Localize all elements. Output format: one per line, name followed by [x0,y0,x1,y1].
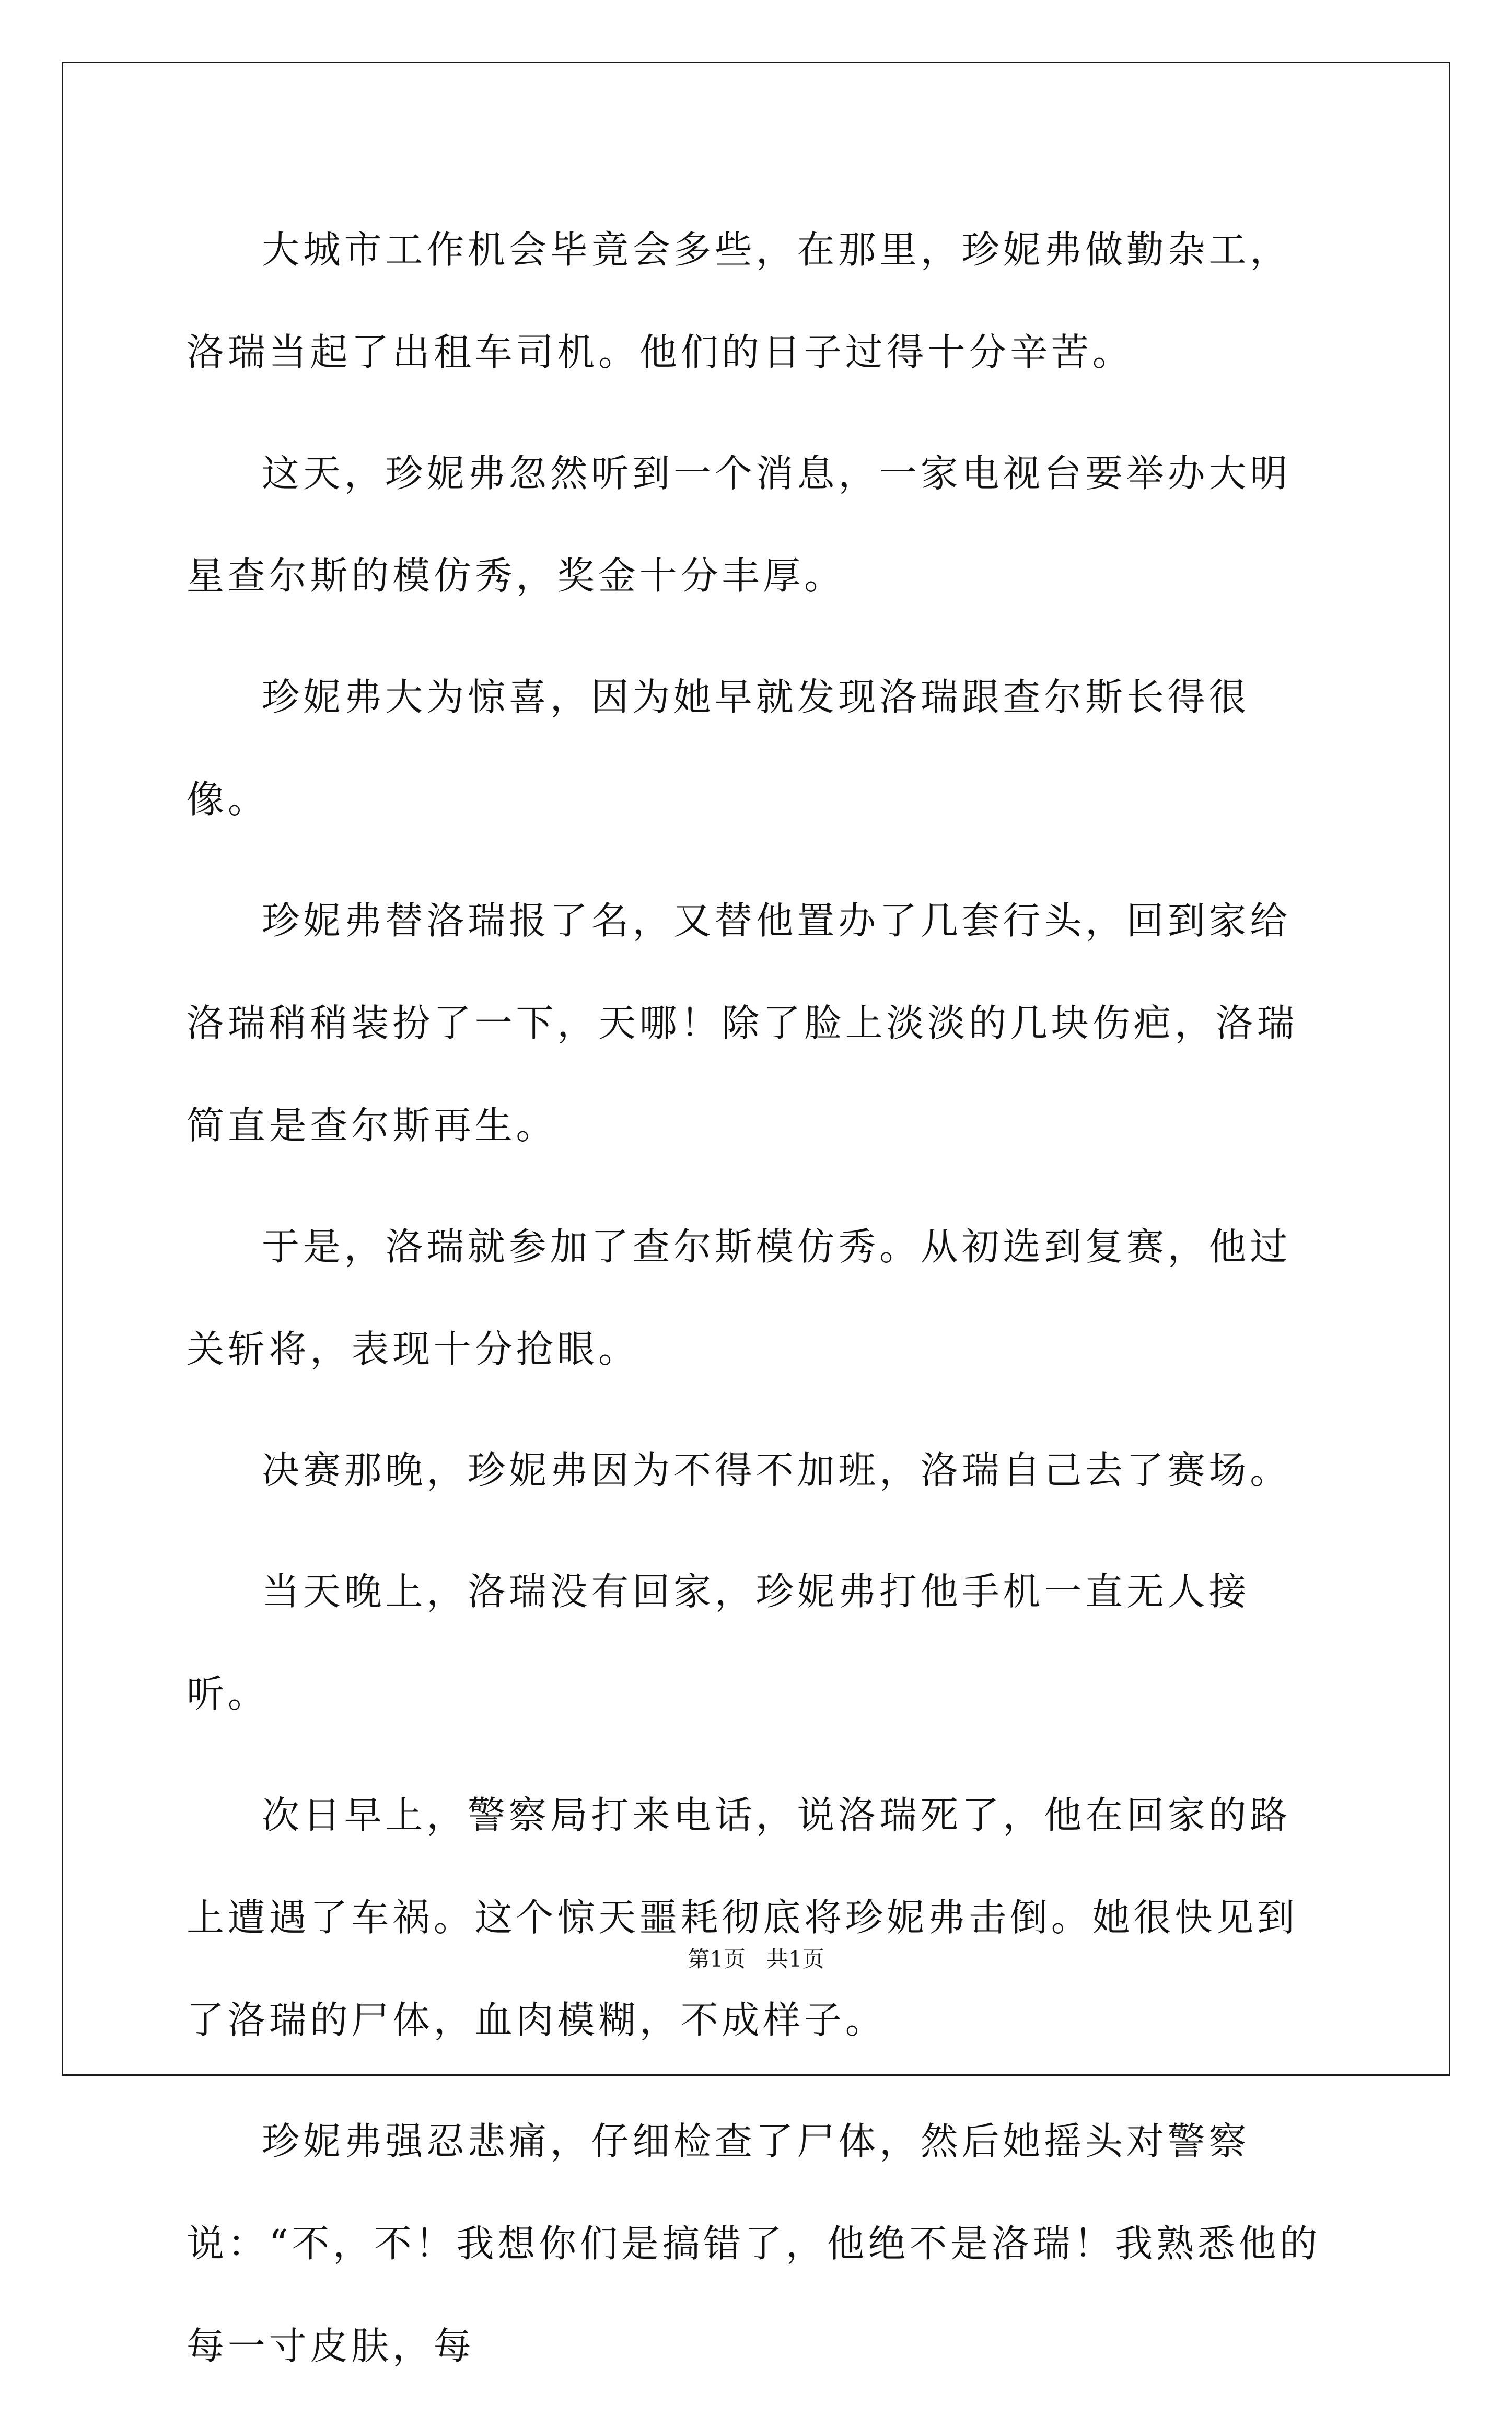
page-total: 共1页 [766,1946,824,1972]
paragraph: 珍妮弗强忍悲痛，仔细检查了尸体，然后她摇头对警察说：“不，不！我想你们是搞错了，他绝不是洛瑞！我熟悉他的每一寸皮肤，每 [187,2119,1321,2368]
paragraph: 大城市工作机会毕竟会多些，在那里，珍妮弗做勤杂工，洛瑞当起了出租车司机。他们的日子过得十分辛苦。 [187,228,1292,374]
document-body [187,199,1325,2416]
paragraph: 决赛那晚，珍妮弗因为不得不加班，洛瑞自己去了赛场。 [262,1448,1292,1492]
page-footer [0,1944,1512,1975]
paragraph: 当天晚上，洛瑞没有回家，珍妮弗打他手机一直无人接听。 [187,1570,1250,1716]
paragraph: 珍妮弗替洛瑞报了名，又替他置办了几套行头，回到家给洛瑞稍稍装扮了一下，天哪！除了脸上淡淡的几块伤疤，洛瑞简直是查尔斯再生。 [187,899,1298,1147]
paragraph: 这天，珍妮弗忽然听到一个消息，一家电视台要举办大明星查尔斯的模仿秀，奖金十分丰厚。 [187,451,1292,598]
paragraph: 于是，洛瑞就参加了查尔斯模仿秀。从初选到复赛，他过关斩将，表现十分抢眼。 [187,1225,1292,1371]
paragraph: 珍妮弗大为惊喜，因为她早就发现洛瑞跟查尔斯长得很像。 [187,675,1250,821]
paragraph: 次日早上，警察局打来电话，说洛瑞死了，他在回家的路上遭遇了车祸。这个惊天噩耗彻底将珍妮弗击倒。她很快见到了洛瑞的尸体，血肉模糊，不成样子。 [187,1793,1298,2042]
page-number: 第1页 [688,1946,746,1972]
